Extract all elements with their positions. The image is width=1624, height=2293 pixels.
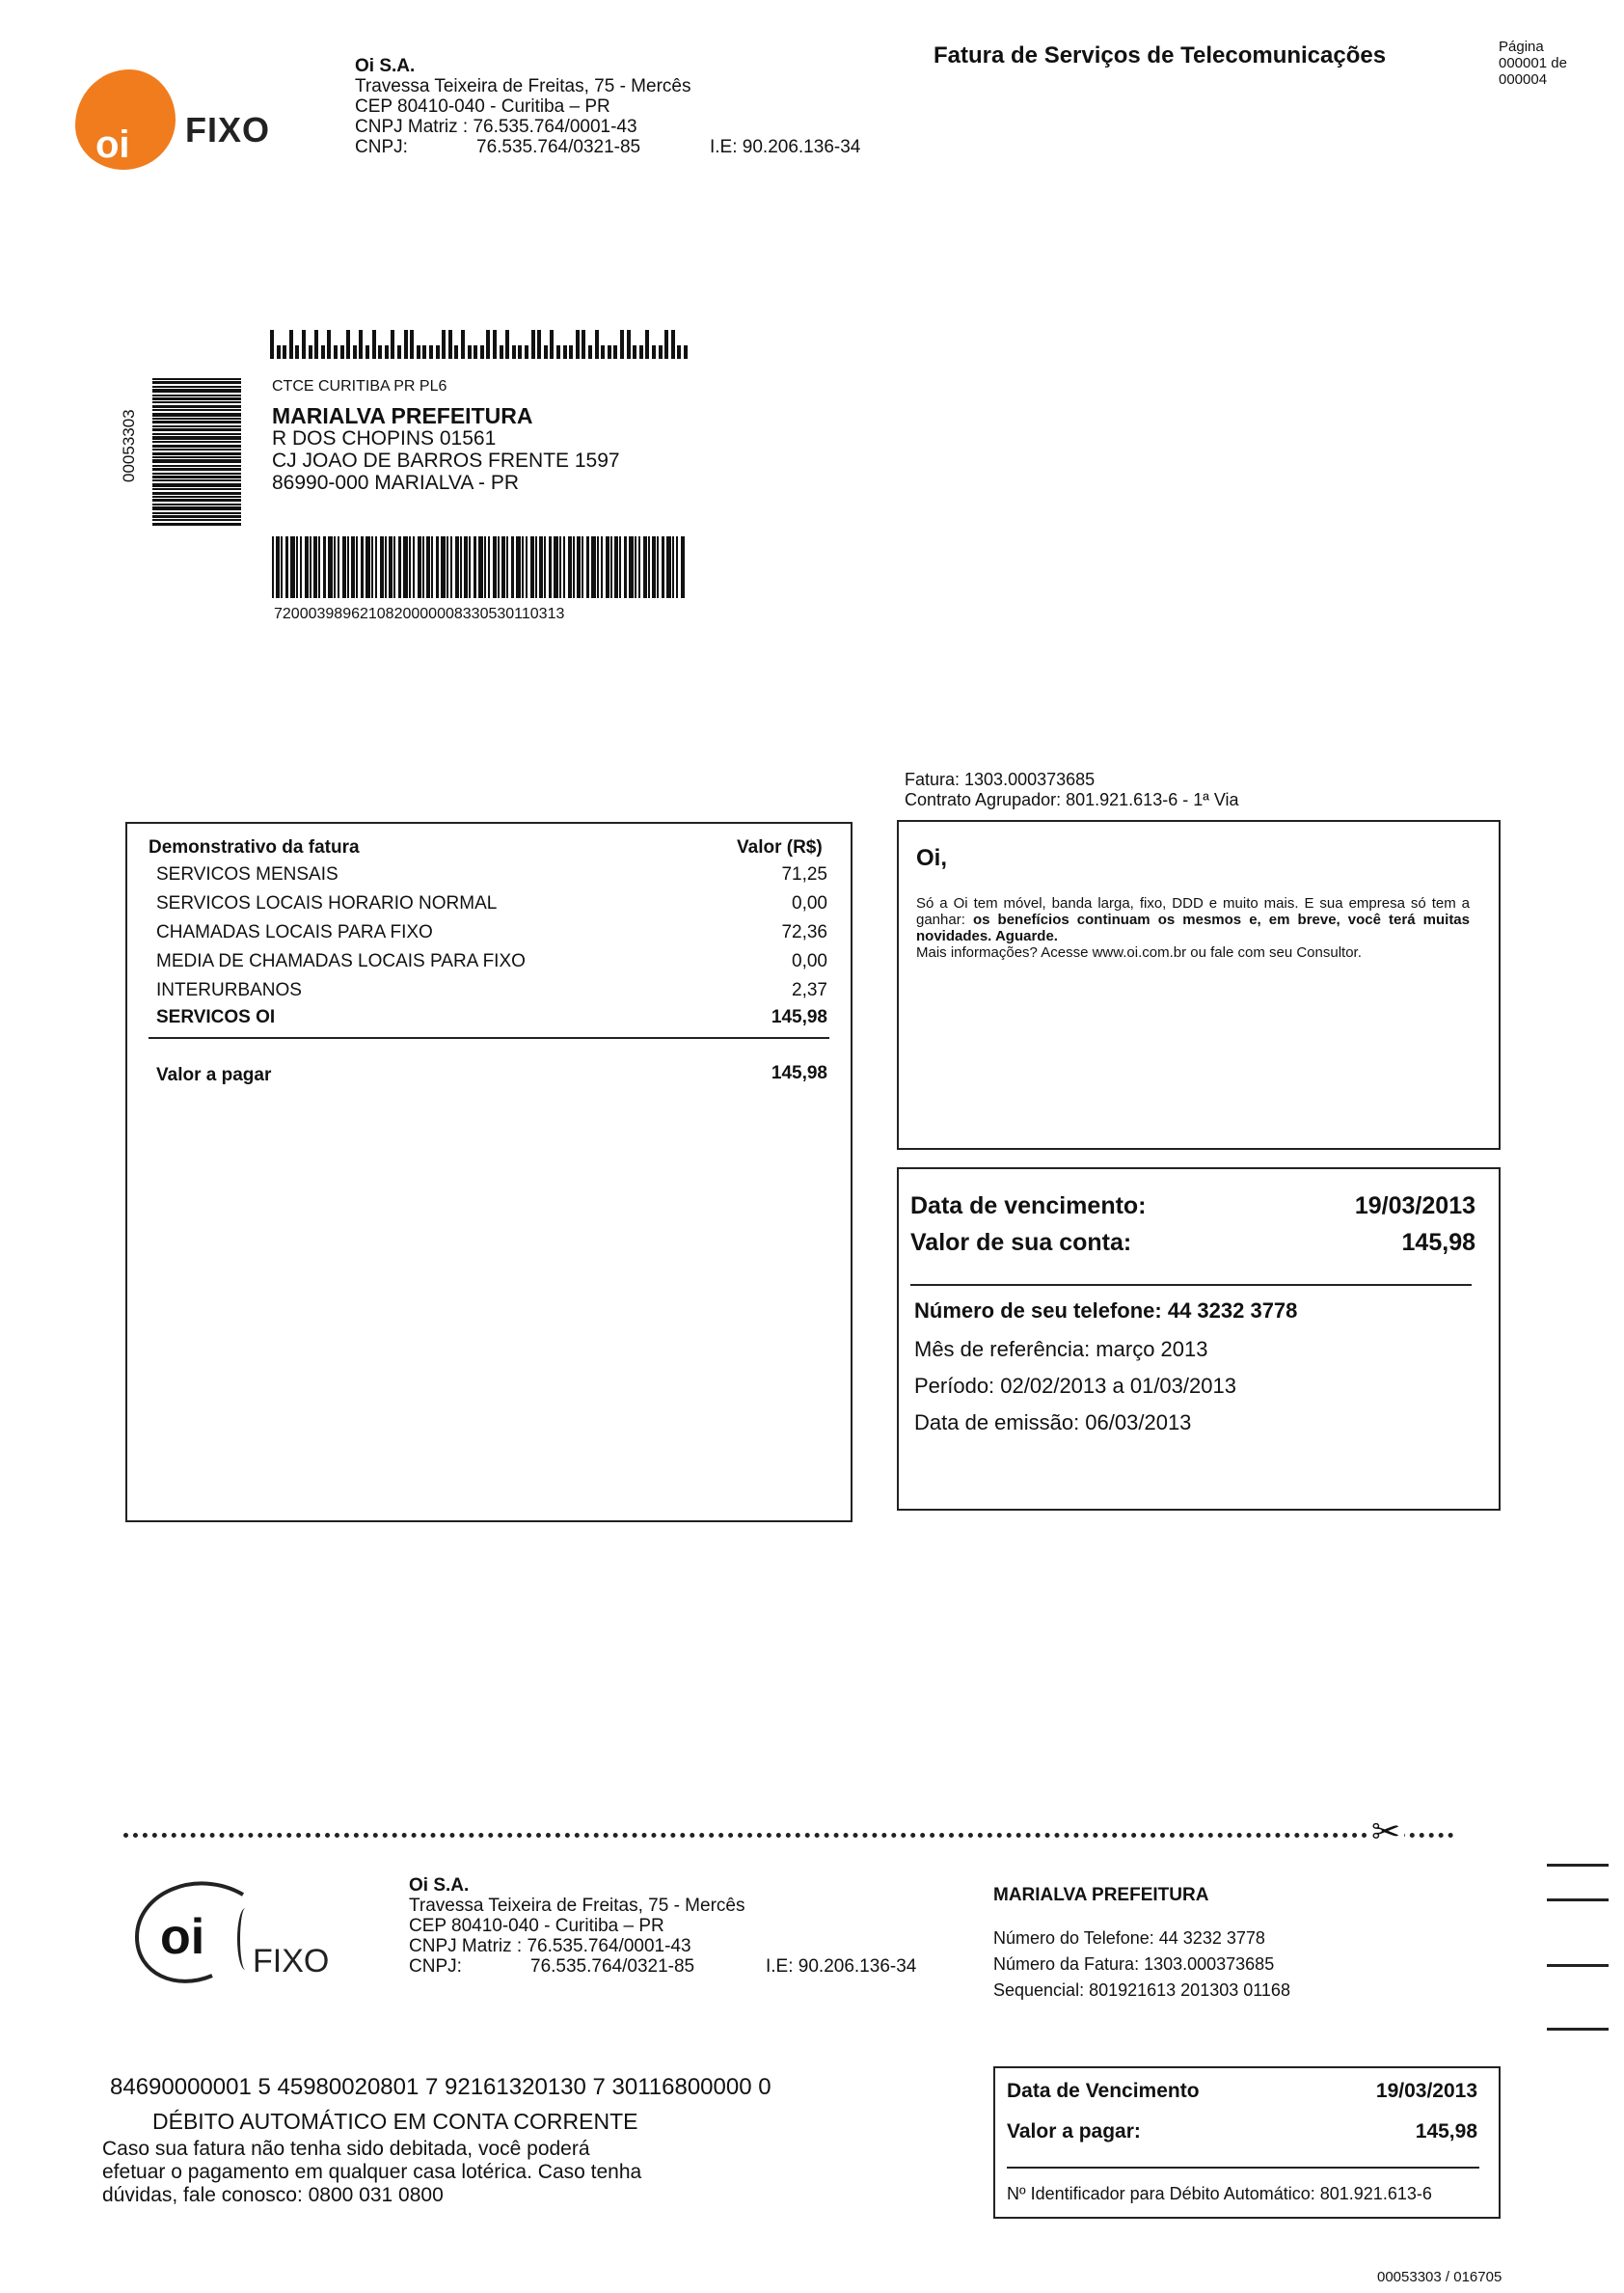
pay-value: 145,98 <box>771 1063 827 1083</box>
barcode-bar <box>535 536 537 598</box>
barcode-bar <box>152 401 241 403</box>
barcode-bar <box>295 345 299 359</box>
barcode-bar <box>391 330 394 359</box>
recipient-street: R DOS CHOPINS 01561 <box>272 427 497 450</box>
barcode-bar <box>627 330 631 359</box>
statement-item-label: INTERURBANOS <box>156 980 302 1000</box>
debit-note-line-2: efetuar o pagamento em qualquer casa lotérica. Caso tenha <box>102 2161 642 2183</box>
barcode-bar <box>601 345 605 359</box>
oi-logo-text: oi <box>95 123 130 166</box>
message-box <box>897 820 1501 1150</box>
barcode-bar <box>418 536 421 598</box>
company-info <box>355 56 690 157</box>
statement-header-label: Demonstrativo da fatura <box>149 837 360 858</box>
barcode-bar <box>417 345 420 359</box>
barcode-bar <box>469 536 471 598</box>
stub-phone: Número do Telefone: 44 3232 3778 <box>993 1928 1265 1948</box>
barcode-bar <box>422 536 424 598</box>
barcode-bar <box>614 536 618 598</box>
barcode-bar <box>152 499 241 502</box>
barcode-bar <box>638 536 640 598</box>
barcode-bar <box>544 536 546 598</box>
recipient-complement: CJ JOAO DE BARROS FRENTE 1597 <box>272 450 620 472</box>
barcode-bar <box>530 536 534 598</box>
side-mark <box>1547 1964 1609 1967</box>
barcode-bar <box>152 488 241 490</box>
barcode-bar <box>152 395 241 396</box>
recipient-name: MARIALVA PREFEITURA <box>272 403 533 428</box>
statement-total-label: SERVICOS OI <box>156 1007 276 1027</box>
barcode-bar <box>436 345 440 359</box>
barcode-bar <box>506 536 508 598</box>
barcode-bar <box>606 536 609 598</box>
billing-period: Período: 02/02/2013 a 01/03/2013 <box>914 1374 1236 1398</box>
barcode-bar <box>152 381 241 384</box>
digitable-line: 84690000001 5 45980020801 7 92161320130 7 30116800000 0 <box>110 2074 771 2100</box>
barcode-bar <box>276 536 280 598</box>
barcode-bar <box>582 536 583 598</box>
message-text: Só a Oi tem móvel, banda larga, fixo, DDD e muito mais. E sua empresa só tem a ganhar: <box>916 895 1470 928</box>
barcode-bar <box>346 330 350 359</box>
barcode-bar <box>289 330 293 359</box>
barcode-bar <box>505 330 509 359</box>
barcode-bar <box>277 345 281 359</box>
barcode-bar <box>152 492 241 495</box>
barcode-bar <box>328 536 333 598</box>
stub-pay-value: 145,98 <box>1415 2120 1477 2143</box>
stub-pay-label: Valor a pagar: <box>1007 2120 1141 2143</box>
statement-total-value: 145,98 <box>771 1007 827 1027</box>
barcode-bar <box>389 536 392 598</box>
barcode-bar <box>468 345 472 359</box>
postal-barcode <box>270 330 694 359</box>
debit-title: DÉBITO AUTOMÁTICO EM CONTA CORRENTE <box>152 2109 638 2134</box>
barcode-bar <box>152 397 241 400</box>
page-label: Página <box>1499 39 1544 55</box>
barcode-bar <box>152 473 241 475</box>
barcode-bar <box>664 330 668 359</box>
barcode-bar <box>525 345 528 359</box>
barcode-bar <box>568 536 572 598</box>
stub-company-address-1: Travessa Teixeira de Freitas, 75 - Mercês <box>409 1896 745 1916</box>
barcode-bar <box>652 345 656 359</box>
pay-label: Valor a pagar <box>156 1065 272 1085</box>
distribution-center: CTCE CURITIBA PR PL6 <box>272 378 447 395</box>
stub-company-cnpj-matriz: CNPJ Matriz : 76.535.764/0001-43 <box>409 1936 691 1956</box>
barcode-bar <box>152 425 241 427</box>
barcode-bar <box>672 536 674 598</box>
barcode-bar <box>500 345 503 359</box>
barcode-bar <box>447 536 448 598</box>
statement-item-value: 72,36 <box>781 922 827 942</box>
barcode-bar <box>152 512 241 514</box>
stub-logo-text: oi <box>160 1909 205 1965</box>
stub-customer-name: MARIALVA PREFEITURA <box>993 1885 1209 1905</box>
barcode-bar <box>454 345 458 359</box>
barcode-bar <box>356 536 358 598</box>
barcode-bar <box>436 536 439 598</box>
barcode-bar <box>290 536 295 598</box>
barcode-bar <box>620 330 624 359</box>
barcode-bar <box>342 536 346 598</box>
barcode-bar <box>283 345 286 359</box>
barcode-bar <box>633 345 636 359</box>
barcode-bar <box>152 459 241 463</box>
barcode-bar <box>422 345 426 359</box>
stub-customer-info <box>993 1925 1290 2004</box>
barcode-bar <box>152 436 241 440</box>
barcode-bar <box>512 345 516 359</box>
side-mark <box>1547 1864 1609 1867</box>
barcode-bar <box>152 449 241 450</box>
barcode-bar <box>152 496 241 498</box>
barcode-bar <box>309 345 312 359</box>
stub-logo-product: FIXO <box>253 1943 330 1979</box>
document-title: Fatura de Serviços de Telecomunicações <box>934 42 1387 68</box>
stub-logo-bracket <box>237 1908 254 1970</box>
barcode-bar <box>659 345 663 359</box>
barcode-bar <box>334 345 338 359</box>
barcode-bar <box>610 536 612 598</box>
barcode-bar <box>522 536 524 598</box>
barcode-bar <box>152 506 241 510</box>
barcode-bar <box>327 330 331 359</box>
barcode-bar <box>501 536 505 598</box>
barcode-bar <box>353 345 357 359</box>
company-cnpj-value: 76.535.764/0321-85 <box>476 137 641 157</box>
barcode-bar <box>371 536 373 598</box>
stub-due-label: Data de Vencimento <box>1007 2080 1200 2102</box>
barcode-bar <box>152 468 241 471</box>
statement-item-label: SERVICOS LOCAIS HORARIO NORMAL <box>156 893 498 914</box>
barcode-bar <box>643 536 647 598</box>
barcode-bar <box>493 330 497 359</box>
statement-item-value: 2,37 <box>792 980 827 1000</box>
page-total: 000004 <box>1499 71 1548 88</box>
barcode-bar <box>300 536 302 598</box>
barcode-bar <box>334 536 336 598</box>
company-cnpj-label: CNPJ: <box>355 137 408 157</box>
barcode-bar <box>152 523 241 526</box>
company-address-1: Travessa Teixeira de Freitas, 75 - Mercês <box>355 76 691 96</box>
barcode-bar <box>152 483 241 487</box>
barcode-bar <box>152 519 241 521</box>
barcode-bar <box>677 345 681 359</box>
issue-date: Data de emissão: 06/03/2013 <box>914 1410 1192 1434</box>
statement-item-value: 0,00 <box>792 893 827 914</box>
barcode-bar <box>152 389 241 393</box>
barcode-bar <box>413 536 415 598</box>
barcode-bar <box>351 536 355 598</box>
barcode-bar <box>460 536 462 598</box>
barcode-bar <box>152 418 241 420</box>
barcode-bar <box>152 456 241 458</box>
barcode-bar <box>442 330 446 359</box>
barcode-bar <box>403 536 408 598</box>
barcode-bar <box>484 536 486 598</box>
barcode-bar <box>385 536 387 598</box>
barcode-bar <box>448 330 452 359</box>
side-code: 00053303 <box>120 409 138 482</box>
debit-note <box>102 2138 641 2207</box>
side-mark <box>1547 2028 1609 2031</box>
stub-company-name: Oi S.A. <box>409 1875 470 1896</box>
oi-logo-product: FIXO <box>185 110 271 150</box>
barcode-bar <box>493 536 497 598</box>
barcode-bar <box>629 536 634 598</box>
footer-code: 00053303 / 016705 <box>1377 2269 1502 2285</box>
barcode-bar <box>152 433 241 435</box>
barcode-bar <box>639 345 643 359</box>
barcode-bar <box>310 536 311 598</box>
barcode-bar <box>486 330 490 359</box>
barcode-bar <box>340 345 344 359</box>
barcode-bar <box>318 536 320 598</box>
barcode-bar <box>410 330 414 359</box>
barcode-number: 72000398962108200000083305301103​13 <box>274 606 565 622</box>
contract-number: Contrato Agrupador: 801.921.613-6 - 1ª Via <box>905 790 1239 809</box>
barcode-bar <box>441 536 446 598</box>
barcode-bar <box>577 536 581 598</box>
barcode-bar <box>550 330 554 359</box>
barcode-bar <box>152 378 241 380</box>
barcode-bar <box>464 536 468 598</box>
summary-divider <box>910 1284 1472 1286</box>
barcode-bar <box>404 330 408 359</box>
barcode-bar <box>426 536 430 598</box>
barcode-bar <box>539 536 543 598</box>
company-name: Oi S.A. <box>355 56 416 76</box>
barcode-bar <box>582 330 585 359</box>
barcode-bar <box>645 330 649 359</box>
statement-item-label: CHAMADAS LOCAIS PARA FIXO <box>156 922 433 942</box>
company-cnpj-matriz: CNPJ Matriz : 76.535.764/0001-43 <box>355 117 637 137</box>
barcode-bar <box>152 421 241 423</box>
statement-item-value: 71,25 <box>781 864 827 885</box>
barcode-bar <box>285 536 288 598</box>
amount-value: 145,98 <box>1401 1229 1475 1256</box>
barcode-bar <box>461 330 465 359</box>
message-more-info: Mais informações? Acesse www.oi.com.br ou fale com seu Consultor. <box>916 944 1362 961</box>
barcode-bar <box>480 345 484 359</box>
barcode-bar <box>573 536 575 598</box>
page-current: 000001 de <box>1499 55 1567 71</box>
barcode-bar <box>544 345 548 359</box>
barcode-bar <box>681 536 685 598</box>
barcode-bar <box>347 536 349 598</box>
phone-number: Número de seu telefone: 44 3232 3778 <box>914 1298 1298 1323</box>
invoice-reference <box>905 770 1239 810</box>
barcode-bar <box>152 504 241 505</box>
barcode-bar <box>380 536 384 598</box>
barcode-bar <box>152 445 241 448</box>
barcode-bar <box>152 515 241 518</box>
barcode-bar <box>152 386 241 388</box>
stub-company-ie: I.E: 90.206.136-34 <box>766 1956 917 1977</box>
message-body <box>916 895 1470 961</box>
barcode-bar <box>563 536 565 598</box>
barcode-bar <box>305 536 309 598</box>
company-address-2: CEP 80410-040 - Curitiba – PR <box>355 96 610 117</box>
scissors-icon: ✂ <box>1367 1812 1404 1852</box>
statement-item-label: MEDIA DE CHAMADAS LOCAIS PARA FIXO <box>156 951 526 971</box>
barcode-bar <box>270 330 274 359</box>
barcode-bar <box>431 536 433 598</box>
barcode-bar <box>152 413 241 417</box>
barcode-bar <box>375 536 377 598</box>
barcode-bar <box>338 536 339 598</box>
stub-debit-id: Nº Identificador para Débito Automático: 801.921.613-6 <box>1007 2184 1432 2203</box>
message-greeting: Oi, <box>916 845 948 871</box>
barcode-bar <box>597 536 599 598</box>
barcode-bar <box>152 405 241 408</box>
barcode-bar <box>323 536 326 598</box>
barcode-bar <box>556 345 560 359</box>
barcode-bar <box>657 536 659 598</box>
debit-note-line-1: Caso sua fatura não tenha sido debitada, você poderá <box>102 2138 590 2160</box>
barcode-bar <box>662 536 664 598</box>
barcode-bar <box>152 476 241 478</box>
barcode-bar <box>526 536 528 598</box>
statement-divider <box>149 1037 829 1039</box>
invoice-number: Fatura: 1303.000373685 <box>905 770 1096 789</box>
barcode-bar <box>576 330 580 359</box>
barcode-bar <box>321 345 325 359</box>
barcode-bar <box>488 536 490 598</box>
barcode-bar <box>511 536 514 598</box>
barcode-bar <box>588 345 592 359</box>
barcode-bar <box>398 536 401 598</box>
barcode-bar <box>549 536 552 598</box>
cut-line <box>123 1833 1454 1838</box>
barcode-bar <box>569 345 573 359</box>
barcode-bar <box>648 536 650 598</box>
barcode-bar <box>429 345 433 359</box>
barcode-bar <box>676 536 678 598</box>
stub-company-info <box>409 1875 744 1977</box>
barcode-bar <box>608 345 611 359</box>
barcode-bar <box>591 536 596 598</box>
barcode-bar <box>378 345 382 359</box>
amount-label: Valor de sua conta: <box>910 1229 1132 1256</box>
barcode-bar <box>152 465 241 467</box>
company-ie: I.E: 90.206.136-34 <box>710 137 861 157</box>
barcode-bar <box>619 536 621 598</box>
barcode-bar <box>635 536 636 598</box>
barcode-bar <box>518 345 522 359</box>
barcode-bar <box>152 441 241 443</box>
barcode-bar <box>372 330 376 359</box>
barcode-bar <box>397 345 401 359</box>
page-indicator <box>1499 39 1567 88</box>
due-date-label: Data de vencimento: <box>910 1192 1147 1219</box>
barcode-bar <box>595 330 599 359</box>
barcode-bar <box>666 536 671 598</box>
barcode-bar <box>613 345 617 359</box>
barcode-bar <box>296 536 298 598</box>
barcode-bar <box>601 536 603 598</box>
barcode-bar <box>450 536 452 598</box>
barcode-bar <box>361 536 364 598</box>
barcode-bar <box>152 452 241 455</box>
stub-divider <box>1007 2167 1479 2169</box>
reference-month: Mês de referência: março 2013 <box>914 1337 1208 1361</box>
barcode-bar <box>516 536 521 598</box>
barcode-bar <box>563 345 567 359</box>
barcode-bar <box>474 345 477 359</box>
barcode-bar <box>272 536 274 598</box>
barcode-bar <box>393 536 395 598</box>
barcode-bar <box>281 536 283 598</box>
barcode-bar <box>671 330 675 359</box>
barcode-bar <box>498 536 500 598</box>
stub-company-cnpj-label: CNPJ: <box>409 1956 462 1977</box>
message-highlight: os benefícios continuam os mesmos e, em breve, você terá muitas novidades. Aguarde. <box>916 912 1470 944</box>
barcode-bar <box>586 536 589 598</box>
barcode-bar <box>652 536 656 598</box>
barcode-bar <box>359 330 363 359</box>
barcode-bar <box>554 536 558 598</box>
statement-header-value: Valor (R$) <box>737 837 823 858</box>
stub-sequence: Sequencial: 801921613 201303 01168 <box>993 1980 1290 2000</box>
stub-company-address-2: CEP 80410-040 - Curitiba – PR <box>409 1916 664 1936</box>
stub-invoice: Número da Fatura: 1303.000373685 <box>993 1954 1275 1974</box>
barcode-bar <box>313 536 317 598</box>
stub-company-cnpj-value: 76.535.764/0321-85 <box>530 1956 695 1977</box>
side-mark <box>1547 1898 1609 1901</box>
main-barcode <box>272 536 708 598</box>
barcode-bar <box>409 536 411 598</box>
barcode-bar <box>302 330 306 359</box>
stub-due-value: 19/03/2013 <box>1375 2080 1477 2102</box>
statement-item-value: 0,00 <box>792 951 827 971</box>
barcode-bar <box>559 536 561 598</box>
statement-item-label: SERVICOS MENSAIS <box>156 864 338 885</box>
barcode-bar <box>537 330 541 359</box>
barcode-bar <box>531 330 535 359</box>
barcode-bar <box>478 536 483 598</box>
debit-note-line-3: dúvidas, fale conosco: 0800 031 0800 <box>102 2184 444 2206</box>
barcode-bar <box>474 536 476 598</box>
recipient-city: 86990-000 MARIALVA - PR <box>272 472 520 494</box>
barcode-bar <box>365 345 369 359</box>
barcode-bar <box>152 409 241 411</box>
barcode-bar <box>455 536 459 598</box>
barcode-bar <box>385 345 389 359</box>
barcode-bar <box>152 479 241 481</box>
barcode-bar <box>152 428 241 431</box>
recipient-address <box>272 405 620 494</box>
barcode-bar <box>684 345 688 359</box>
due-date-value: 19/03/2013 <box>1354 1192 1475 1219</box>
side-barcode <box>152 378 241 513</box>
barcode-bar <box>365 536 370 598</box>
barcode-bar <box>624 536 627 598</box>
barcode-bar <box>314 330 318 359</box>
